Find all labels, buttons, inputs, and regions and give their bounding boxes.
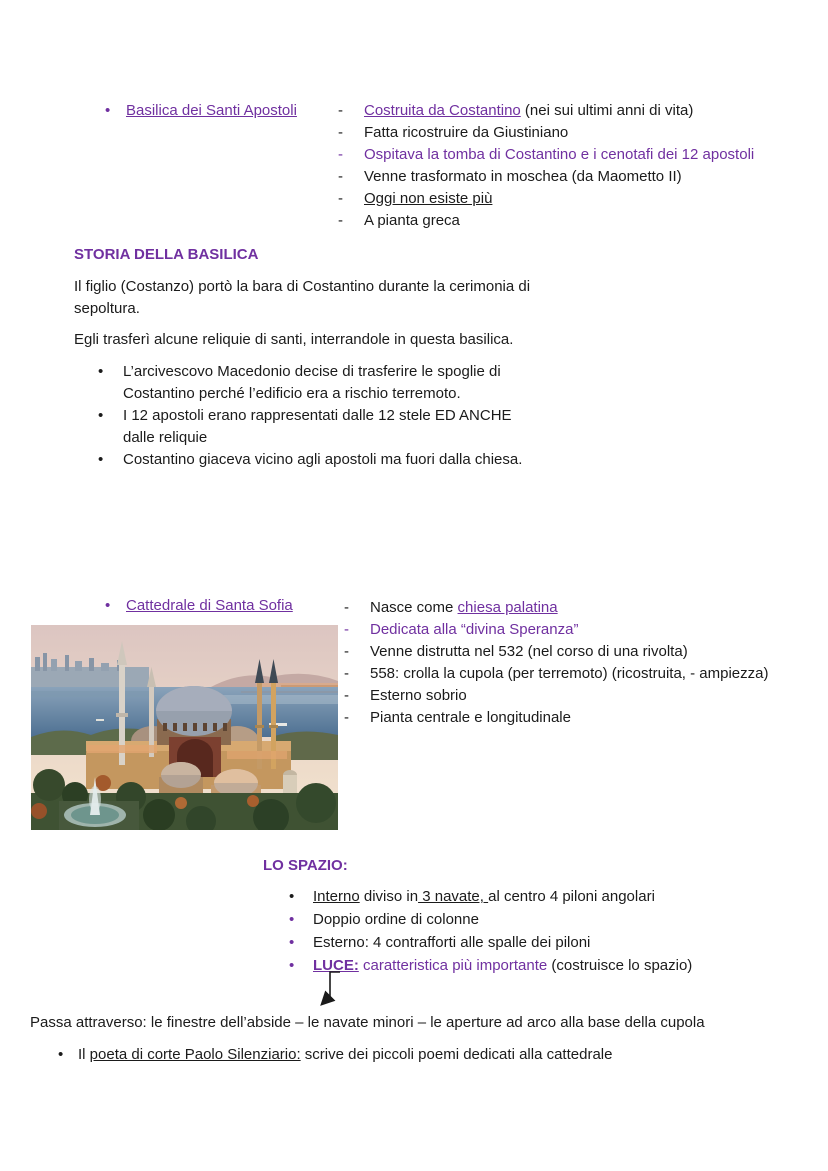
bullet-icon: • — [289, 888, 295, 905]
list-item-text: Oggi non esiste più — [364, 190, 493, 207]
list-item-text: Interno diviso in 3 navate, al centro 4 piloni angolari — [313, 888, 655, 905]
paragraph-line: Il figlio (Costanzo) portò la bara di Costantino durante la cerimonia di — [74, 278, 531, 295]
dash-icon: - — [338, 146, 343, 163]
list-item — [338, 144, 754, 166]
link-chiesa-palatina[interactable]: chiesa palatina — [457, 599, 558, 616]
list-item-text: Costruita da Costantino (nei sui ultimi anni di vita) — [364, 102, 694, 119]
list-item — [289, 931, 692, 954]
bullet-icon: • — [98, 451, 104, 468]
list-item-text: Esterno: 4 contrafforti alle spalle dei piloni — [313, 934, 591, 951]
dash-icon: - — [338, 168, 343, 185]
bullet-icon: • — [98, 407, 104, 424]
paragraph-line: Costantino giaceva vicino agli apostoli ma fuori dalla chiesa. — [123, 451, 523, 468]
spazio-heading: LO SPAZIO: — [263, 857, 348, 874]
bullet-icon: • — [105, 597, 111, 614]
list-item — [338, 188, 754, 210]
basilica-title-link[interactable]: Basilica dei Santi Apostoli — [126, 102, 297, 119]
footer-bullet-row — [58, 1044, 612, 1066]
list-item-text: 558: crolla la cupola (per terremoto) (ricostruita, - ampiezza) — [370, 665, 769, 682]
dash-icon: - — [344, 687, 349, 704]
list-item — [289, 908, 692, 931]
list-item-text: Venne trasformato in moschea (da Maometto II) — [364, 168, 682, 185]
list-item-text: Venne distrutta nel 532 (nel corso di una rivolta) — [370, 643, 688, 660]
storia-heading: STORIA DELLA BASILICA — [74, 246, 259, 263]
dash-icon: - — [338, 102, 343, 119]
passa-attraverso-paragraph: Passa attraverso: le finestre dell’abside – le navate minori – le aperture ad arco alla base della cupola — [30, 1014, 705, 1031]
list-item — [338, 122, 754, 144]
list-item-text: Nasce come chiesa palatina — [370, 599, 558, 616]
paragraph-line: L’arcivescovo Macedonio decise di trasferire le spoglie di — [123, 363, 501, 380]
list-item-text: Fatta ricostruire da Giustiniano — [364, 124, 569, 141]
hagia-sophia-photo — [31, 625, 338, 830]
list-item-text: Doppio ordine di colonne — [313, 911, 479, 928]
list-item — [98, 449, 522, 471]
sofia-title-link[interactable]: Cattedrale di Santa Sofia — [126, 597, 293, 614]
paragraph-line: sepoltura. — [74, 300, 140, 317]
list-item — [344, 663, 768, 685]
dash-icon: - — [338, 190, 343, 207]
hagia-sophia-photo-art — [31, 625, 338, 830]
dash-icon: - — [338, 124, 343, 141]
list-item — [338, 210, 754, 232]
list-item-text: Esterno sobrio — [370, 687, 467, 704]
list-item — [344, 641, 768, 663]
list-item-text — [123, 361, 501, 405]
list-item-text: Il poeta di corte Paolo Silenziario: scrive dei piccoli poemi dedicati alla cattedrale — [78, 1046, 613, 1063]
list-item-text: Dedicata alla “divina Speranza” — [370, 621, 579, 638]
elbow-arrow-icon — [296, 964, 350, 1012]
dash-icon: - — [344, 599, 349, 616]
basilica-bullet-row — [105, 100, 297, 122]
list-item-text — [123, 405, 512, 449]
dash-icon: - — [344, 621, 349, 638]
list-item — [98, 405, 522, 449]
list-item — [344, 707, 768, 729]
paragraph-line: I 12 apostoli erano rappresentati dalle 12 stele ED ANCHE — [123, 407, 512, 424]
paragraph-line: dalle reliquie — [123, 429, 208, 446]
storia-paragraph-2: Egli trasferì alcune reliquie di santi, interrandole in questa basilica. — [74, 331, 514, 348]
bullet-icon: • — [289, 934, 295, 951]
dash-icon: - — [338, 212, 343, 229]
list-item — [289, 885, 692, 908]
bullet-icon: • — [58, 1046, 64, 1063]
list-item-text: Ospitava la tomba di Costantino e i cenotafi dei 12 apostoli — [364, 146, 755, 163]
basilica-dash-list — [338, 100, 754, 232]
list-item — [344, 685, 768, 707]
list-item — [338, 100, 754, 122]
list-item-text: LUCE: caratteristica più importante (costruisce lo spazio) — [313, 957, 693, 974]
list-item-text — [123, 449, 522, 471]
storia-paragraph-1 — [74, 276, 530, 320]
dash-icon: - — [344, 665, 349, 682]
paragraph-line: Costantino perché l’edificio era a rischio terremoto. — [123, 385, 461, 402]
storia-bullet-list — [98, 361, 522, 471]
sofia-dash-list — [344, 597, 768, 729]
dash-icon: - — [344, 709, 349, 726]
list-item-text: A pianta greca — [364, 212, 460, 229]
list-item — [344, 597, 768, 619]
dash-icon: - — [344, 643, 349, 660]
bullet-icon: • — [98, 363, 104, 380]
list-item-text: Pianta centrale e longitudinale — [370, 709, 571, 726]
list-item — [98, 361, 522, 405]
bullet-icon: • — [105, 102, 111, 119]
bullet-icon: • — [289, 911, 295, 928]
list-item — [344, 619, 768, 641]
bullet-icon: • — [289, 957, 295, 974]
list-item — [338, 166, 754, 188]
link-costruita-da-costantino[interactable]: Costruita da Costantino — [364, 102, 521, 119]
sofia-bullet-row — [105, 595, 293, 617]
